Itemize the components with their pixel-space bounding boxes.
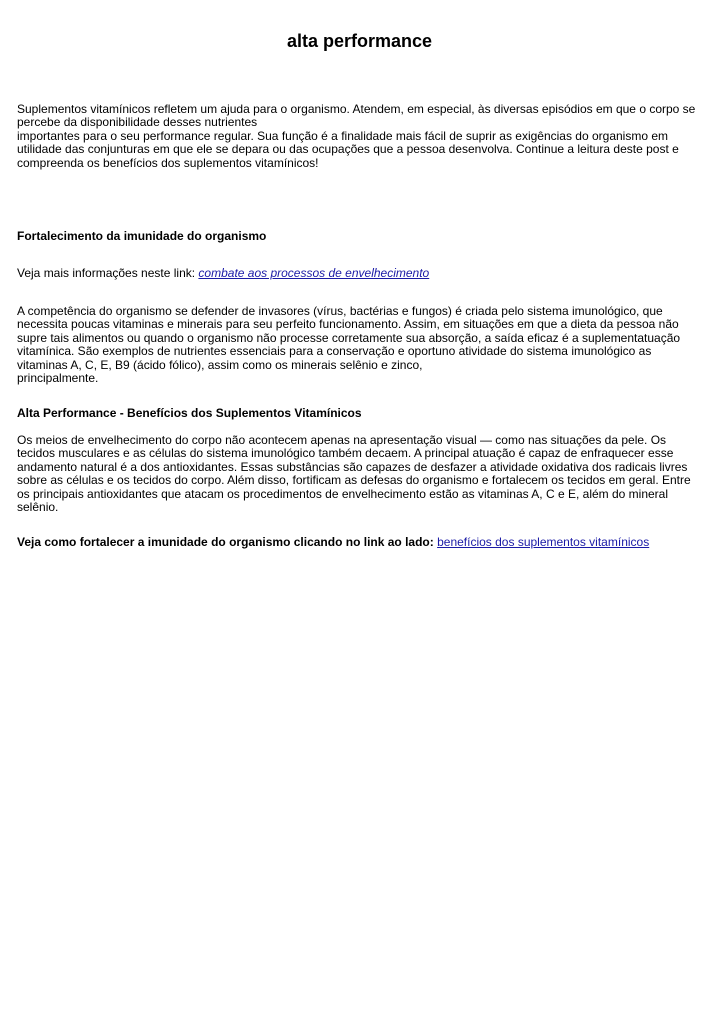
- page-title: alta performance: [286, 31, 433, 51]
- aging-paragraph: [17, 434, 707, 514]
- intro-paragraph: [17, 103, 707, 170]
- section-heading-immunity: Fortalecimento da imunidade do organismo: [17, 229, 267, 243]
- more-info-line: [17, 267, 707, 280]
- intro-line: percebe da disponibilidade desses nutrientes: [17, 115, 258, 130]
- paragraph-line: andamento natural é a dos antioxidantes. Essas substâncias são capazes de desfazer a atividade oxidativa dos radicais livres: [17, 459, 688, 474]
- paragraph-line: Os meios de envelhecimento do corpo não acontecem apenas na apresentação visual — como nas situações da pele. Os: [17, 433, 667, 447]
- paragraph-line: tecidos musculares e as células do sistema imunológico também decaem. A principal atuação é capaz de enfraquecer esse: [17, 446, 674, 461]
- paragraph-line: supre tais alimentos ou quando o organismo não processe corretamente sua absorção, a saída eficaz é a suplementatuação: [17, 330, 681, 345]
- supplement-benefits-link[interactable]: benefícios dos suplementos vitamínicos: [437, 535, 650, 549]
- cta-text: Veja como fortalecer a imunidade do organismo clicando no link ao lado:: [17, 535, 438, 549]
- intro-line: Suplementos vitamínicos refletem um ajuda para o organismo. Atendem, em especial, às diversas episódios em que o corpo se: [17, 102, 696, 116]
- paragraph-line: selênio.: [17, 500, 59, 515]
- intro-line: compreenda os benefícios dos suplementos vitamínicos!: [17, 155, 319, 170]
- paragraph-line: necessita poucas vitaminas e minerais para seu perfeito funcionamento. Assim, em situações em que a dieta da pessoa não: [17, 317, 679, 332]
- paragraph-line: vitaminas A, C, E, B9 (ácido fólico), assim como os minerais selênio e zinco,: [17, 357, 423, 372]
- paragraph-line: A competência do organismo se defender de invasores (vírus, bactérias e fungos) é criada pelo sistema imunológico, que: [17, 304, 663, 318]
- paragraph-line: os principais antioxidantes que atacam os procedimentos de envelhecimento estão as vitaminas A, C e E, além do mineral: [17, 486, 669, 501]
- paragraph-line: sobre as células e os tecidos do corpo. Além disso, fortificam as defesas do organismo e fortalecem os tecidos em geral. Entre: [17, 473, 691, 488]
- section-heading-benefits: Alta Performance - Benefícios dos Suplementos Vitamínicos: [17, 406, 362, 420]
- intro-line: utilidade das conjunturas em que ele se depara ou das ocupações que a pessoa desenvolva. Continue a leitura deste post e: [17, 142, 679, 157]
- cta-line: [17, 536, 707, 549]
- immunity-paragraph: [17, 305, 707, 385]
- paragraph-line: vitamínica. São exemplos de nutrientes essenciais para a conservação e oportuno atividade do sistema imunológico as: [17, 344, 652, 359]
- intro-line: importantes para o seu performance regular. Sua função é a finalidade mais fácil de suprir as exigências do organismo em: [17, 128, 669, 143]
- paragraph-line: principalmente.: [17, 371, 99, 386]
- aging-processes-link[interactable]: combate aos processos de envelhecimento: [198, 266, 430, 280]
- more-info-prefix: Veja mais informações neste link:: [17, 266, 199, 280]
